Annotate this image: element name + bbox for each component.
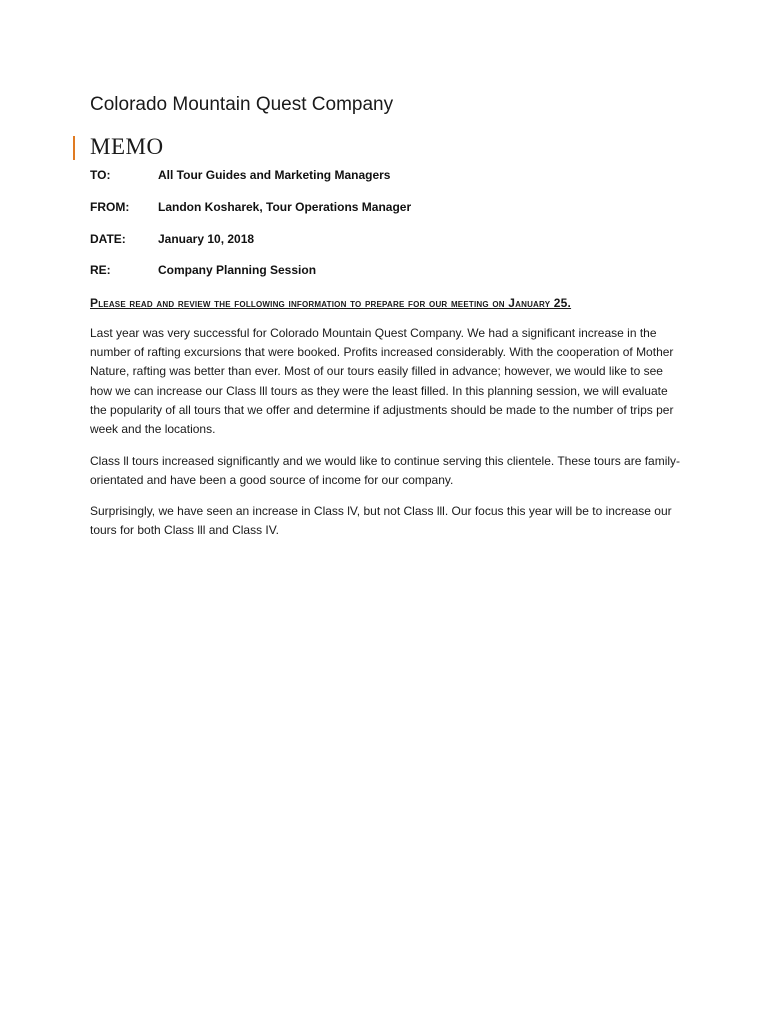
date-label: DATE: xyxy=(90,232,126,246)
body-paragraph-2: Class ll tours increased significantly and we would like to continue serving this clientele. These tours are family-orientated and have been a good source of income for our company. xyxy=(90,454,681,488)
to-label: TO: xyxy=(90,168,111,182)
re-value: Company Planning Session xyxy=(158,263,317,277)
intro-line: Please read and review the following information to prepare for our meeting on January 25. xyxy=(90,296,572,310)
body-paragraph-3: Surprisingly, we have seen an increase in Class lV, but not Class lll. Our focus this year will be to increase our tours for both Class lll and Class IV. xyxy=(90,504,672,538)
memo-accent-bar xyxy=(73,136,75,160)
to-value: All Tour Guides and Marketing Managers xyxy=(158,168,391,182)
body-paragraph-1: Last year was very successful for Colorado Mountain Quest Company. We had a significant increase in the number of rafting excursions that were booked. Profits increased considerably. With the cooperation of Mother Nature, rafting was better than ever. Most of our tours easily filled in advance; however, we would like to see how we can increase our Class lll tours as they were the least filled. In this planning session, we will evaluate the popularity of all tours that we offer and determine if adjustments should be made to the number of trips per week and the locations. xyxy=(90,326,674,437)
memo-title: MEMO xyxy=(90,134,164,159)
company-name: Colorado Mountain Quest Company xyxy=(90,94,394,115)
from-value: Landon Kosharek, Tour Operations Manager xyxy=(158,200,412,214)
re-label: RE: xyxy=(90,263,111,277)
date-value: January 10, 2018 xyxy=(158,232,255,246)
from-label: FROM: xyxy=(90,200,130,214)
